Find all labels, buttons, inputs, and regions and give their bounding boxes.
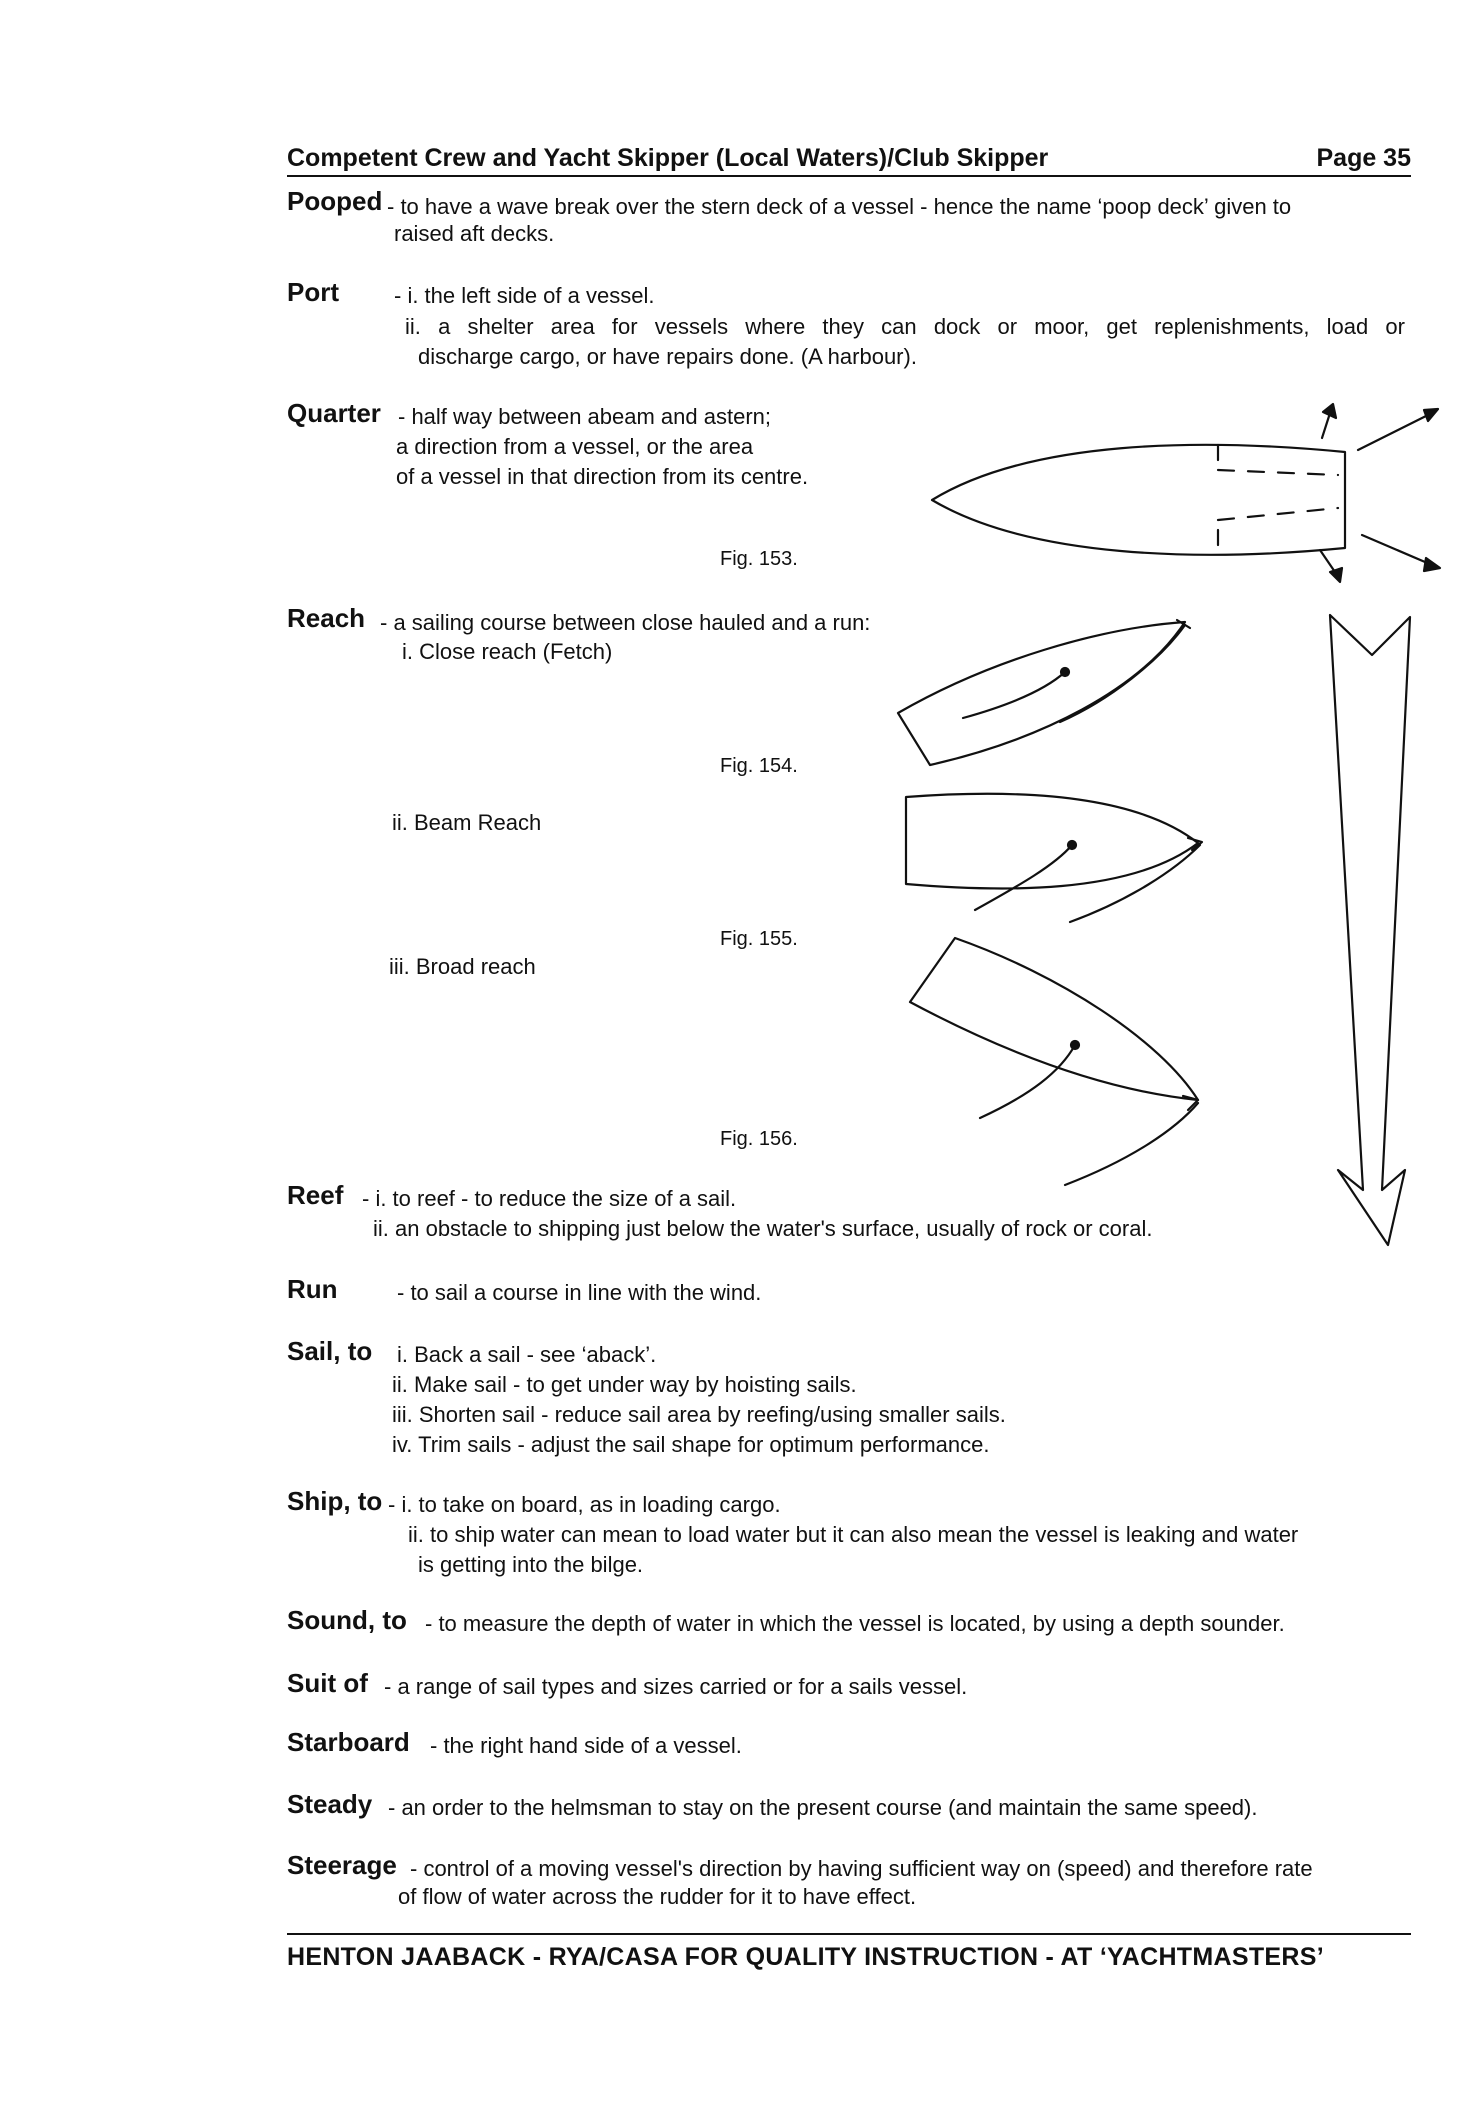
term-reef: Reef: [287, 1180, 344, 1210]
reef-line-2: ii. an obstacle to shipping just below the water's surface, usually of rock or coral.: [373, 1216, 1153, 1241]
steerage-line-2: of flow of water across the rudder for it to have effect.: [398, 1884, 917, 1909]
sail-line-2: ii. Make sail - to get under way by hoisting sails.: [392, 1372, 857, 1397]
reach-close-reach: i. Close reach (Fetch): [402, 639, 613, 664]
figure-153-caption: Fig. 153.: [720, 548, 798, 570]
port-line-3: discharge cargo, or have repairs done. (A harbour).: [418, 344, 917, 369]
term-quarter: Quarter: [287, 398, 381, 428]
term-sound-to: Sound, to: [287, 1605, 407, 1635]
sail-line-4: iv. Trim sails - adjust the sail shape for optimum performance.: [392, 1432, 990, 1457]
figure-153-boat-quarter-diagram: [932, 404, 1440, 582]
figure-155-caption: Fig. 155.: [720, 928, 798, 950]
ship-line-1: - i. to take on board, as in loading cargo.: [388, 1492, 781, 1517]
reach-beam-reach: ii. Beam Reach: [392, 810, 542, 835]
term-ship-to: Ship, to: [287, 1486, 383, 1516]
pooped-line-1: - to have a wave break over the stern deck of a vessel - hence the name ‘poop deck’ given to: [387, 194, 1292, 219]
quarter-line-2: a direction from a vessel, or the area: [396, 434, 754, 459]
page-number: Page 35: [1316, 144, 1411, 172]
arrow-up-right-quarter: [1358, 413, 1432, 450]
sail-line-3: iii. Shorten sail - reduce sail area by reefing/using smaller sails.: [392, 1402, 1006, 1427]
term-sail-to: Sail, to: [287, 1336, 373, 1366]
reef-line-1: - i. to reef - to reduce the size of a sail.: [362, 1186, 737, 1211]
reach-line-1: - a sailing course between close hauled and a run:: [380, 610, 871, 635]
ship-line-2: ii. to ship water can mean to load water but it can also mean the vessel is leaking and water: [408, 1522, 1299, 1547]
pooped-line-2: raised aft decks.: [394, 221, 555, 246]
wind-direction-arrow: [1330, 615, 1410, 1245]
quarter-line-3: of a vessel in that direction from its centre.: [396, 464, 809, 489]
figure-154-caption: Fig. 154.: [720, 755, 798, 777]
figure-156-broad-reach-boat: [910, 938, 1198, 1185]
sail-line-1: i. Back a sail - see ‘aback’.: [397, 1342, 657, 1367]
page-footer: HENTON JAABACK - RYA/CASA FOR QUALITY INSTRUCTION - AT ‘YACHTMASTERS’: [287, 1933, 1411, 1972]
header-title: Competent Crew and Yacht Skipper (Local Waters)/Club Skipper: [287, 144, 1049, 172]
sound-line-1: - to measure the depth of water in which the vessel is located, by using a depth sounder.: [425, 1611, 1285, 1636]
boat-hull-outline: [932, 445, 1345, 555]
figure-156-caption: Fig. 156.: [720, 1128, 798, 1150]
arrow-down-right-quarter: [1362, 535, 1432, 565]
term-suit-of: Suit of: [287, 1668, 368, 1698]
port-line-2: ii. a shelter area for vessels where they can dock or moor, get replenishments, load or: [405, 314, 1405, 339]
quarter-line-1: - half way between abeam and astern;: [398, 404, 772, 429]
steerage-line-1: - control of a moving vessel's direction by having sufficient way on (speed) and therefore rate: [410, 1856, 1313, 1881]
figure-155-beam-reach-boat: [906, 794, 1202, 922]
starboard-line-1: - the right hand side of a vessel.: [430, 1733, 742, 1758]
term-run: Run: [287, 1274, 338, 1304]
term-starboard: Starboard: [287, 1727, 410, 1757]
term-steerage: Steerage: [287, 1850, 397, 1880]
figure-154-close-reach-boat: [898, 620, 1190, 765]
steady-line-1: - an order to the helmsman to stay on the present course (and maintain the same speed).: [388, 1795, 1258, 1820]
suit-line-1: - a range of sail types and sizes carried or for a sails vessel.: [384, 1674, 968, 1699]
term-port: Port: [287, 277, 339, 307]
term-steady: Steady: [287, 1789, 373, 1819]
ship-line-3: is getting into the bilge.: [418, 1552, 644, 1577]
run-line-1: - to sail a course in line with the wind.: [397, 1280, 762, 1305]
reach-broad-reach: iii. Broad reach: [389, 954, 536, 979]
term-reach: Reach: [287, 603, 366, 633]
term-pooped: Pooped: [287, 186, 383, 216]
arrow-down-quarter: [1320, 550, 1335, 572]
port-line-1: - i. the left side of a vessel.: [394, 283, 655, 308]
